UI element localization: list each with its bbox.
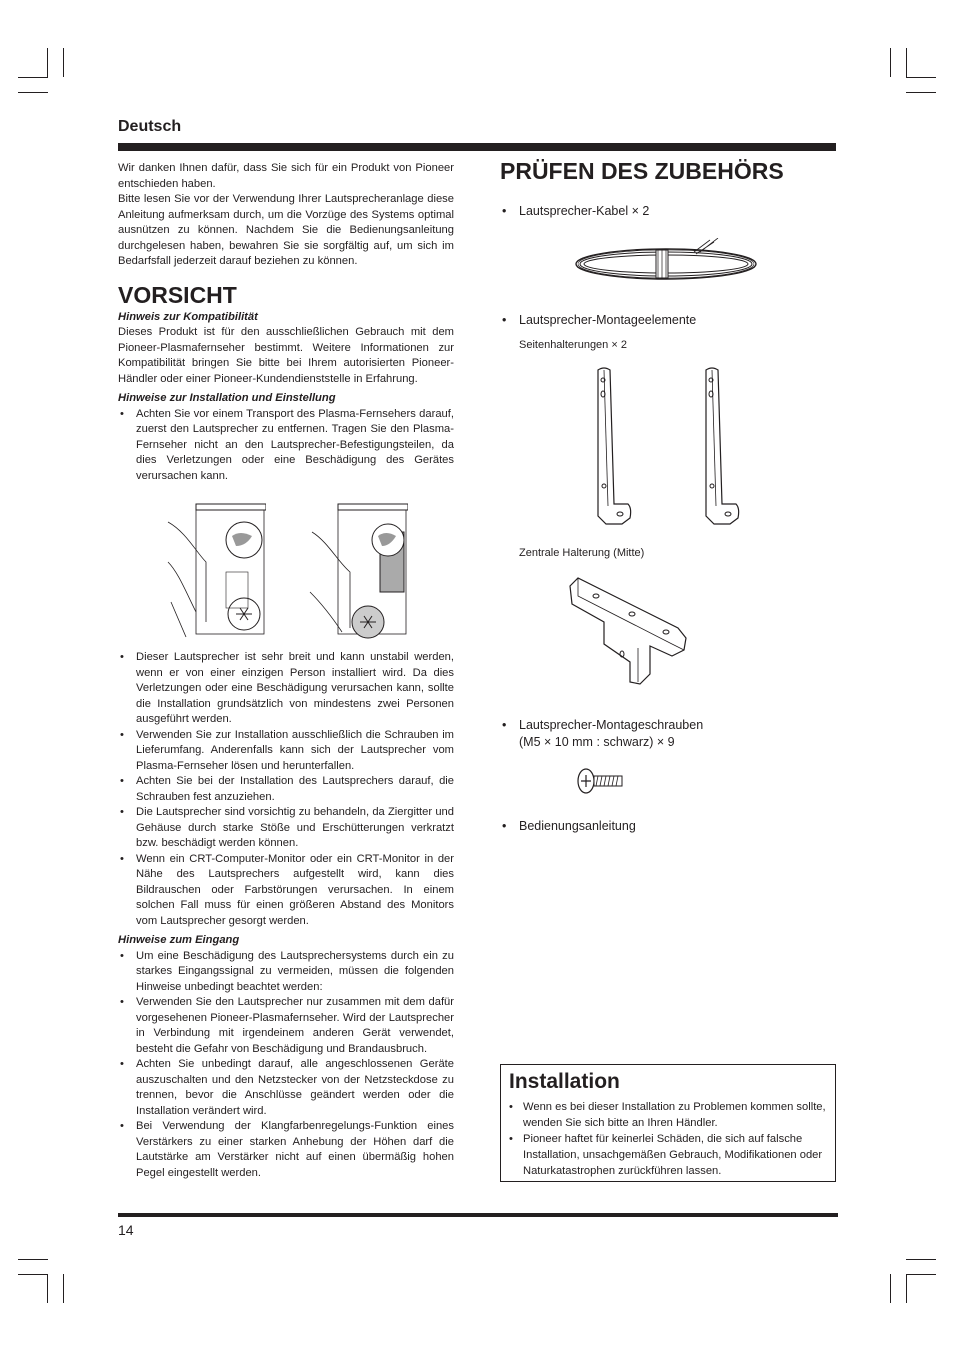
crop-mark [906, 92, 936, 93]
footer-rule [118, 1213, 838, 1217]
center-bracket-illustration [566, 574, 690, 686]
install-notes-list-b [118, 650, 454, 929]
accessories-heading: PRÜFEN DES ZUBEHÖRS [500, 158, 784, 184]
side-bracket-illustration [702, 366, 742, 526]
bullet: • [502, 313, 507, 327]
installation-list [501, 1099, 835, 1179]
bullet: • [502, 819, 507, 833]
page-number: 14 [118, 1222, 134, 1238]
list-item: • Verwenden Sie zur Installation ausschließlich die Schrauben im Lieferumfang. Anderenfalls kann sich der Lautsprecher vom Plasma-Fernseher lösen und herunterfallen. [118, 728, 454, 775]
list-item: • Bei Verwendung der Klangfarbenregelungs-Funktion eines Verstärkers zu einer starken Anhebung der Höhen darf die Lautstärke am Verstärker nicht auf einen übermäßig hohen Pegel eingestellt werden. [118, 1119, 454, 1181]
left-column [118, 161, 454, 1181]
compat-text: Dieses Produkt ist für den ausschließlichen Gebrauch mit dem Pioneer-Plasmafernseher bestimmt. Weitere Informationen zur Kompatibilität bringen Sie bitte bei Ihrem autorisierten Pioneer-Händler oder einer Pioneer-Kundendienststelle in Erfahrung. [118, 326, 454, 385]
carry-illustrations [118, 492, 454, 642]
intro-paragraph: Wir danken Ihnen dafür, dass Sie sich für ein Produkt von Pioneer entschieden haben. [118, 162, 454, 190]
intro-paragraph: Bitte lesen Sie vor der Verwendung Ihrer Lautsprecheranlage diese Anleitung aufmerksam durch, um die Vorzüge des Systems optimal ausnützen zu können. Nachdem Sie die Bedienungsanleitung durchgelesen haben, bewahren Sie sie sorgfältig auf, um sich im Bedarfsfall jederzeit darauf beziehen zu können. [118, 193, 454, 267]
installation-heading: Installation [509, 1070, 620, 1093]
accessory-screws-label: Lautsprecher-Montageschrauben [519, 718, 704, 732]
input-notes-list [118, 949, 454, 1182]
crop-mark [890, 1274, 891, 1303]
list-item: • Achten Sie bei der Installation des Lautsprechers darauf, die Schrauben fest anzuziehen. [118, 774, 454, 805]
input-notes-heading: Hinweise zum Eingang [118, 934, 240, 946]
crop-mark [47, 48, 48, 77]
crop-mark [18, 77, 48, 78]
list-item: • Achten Sie unbedingt darauf, alle angeschlossenen Geräte auszuschalten und den Netzstecker von der Netzsteckdose zu trennen, bevor die Anschlüsse geändert werden oder die Installation verändert wird. [118, 1057, 454, 1119]
bullet: • [502, 204, 507, 218]
compat-heading: Hinweis zur Kompatibilität [118, 310, 258, 323]
crop-mark [906, 1259, 936, 1260]
accessory-screws-spec: (M5 × 10 mm : schwarz) × 9 [519, 735, 675, 749]
side-bracket-illustration [594, 366, 634, 526]
crop-mark [906, 77, 936, 78]
crop-mark [63, 48, 64, 77]
language-label: Deutsch [118, 118, 182, 135]
list-item: • Um eine Beschädigung des Lautsprechersystems durch ein zu starkes Eingangssignal zu vermeiden, müssen die folgenden Hinweise unbedingt beachtet werden: [118, 949, 454, 996]
center-bracket-label: Zentrale Halterung (Mitte) [519, 547, 645, 559]
list-item: • Wenn ein CRT-Computer-Monitor oder ein CRT-Monitor in der Nähe des Lautsprechers aufgestellt wird, kann dies Bildrauschen oder Farbstörungen verursachen. In einem solchen Fall muss für einen größeren Abstand des Monitors vom Lautsprecher gesorgt werden. [118, 852, 454, 930]
accessory-manual-label: Bedienungsanleitung [519, 819, 636, 833]
list-item: • Verwenden Sie den Lautsprecher nur zusammen mit dem dafür vorgesehenen Pioneer-Plasmafernseher. Wird der Lautsprecher in Verbindung mit irgendeinem anderen Gerät verwendet, besteht die Gefahr von Beschädigung und Brandausbruch. [118, 995, 454, 1057]
crop-mark [890, 48, 891, 77]
speaker-cable-illustration [574, 238, 770, 286]
screw-illustration [576, 766, 626, 796]
bullet: • [502, 718, 507, 732]
right-column [500, 156, 836, 716]
crop-mark [63, 1274, 64, 1303]
vorsicht-heading: VORSICHT [118, 281, 237, 308]
crop-mark [18, 92, 48, 93]
install-notes-list-a [118, 407, 454, 485]
carry-illustration-right [308, 502, 408, 640]
installation-box [500, 1064, 836, 1182]
list-item: • Die Lautsprecher sind vorsichtig zu behandeln, da Ziergitter und Gehäuse durch starke Stöße und Erschütterungen verkratzt bzw. beschädigt werden können. [118, 805, 454, 852]
carry-illustration-left [166, 502, 266, 640]
accessory-mounts-label: Lautsprecher-Montageelemente [519, 313, 697, 327]
list-item: • Wenn es bei dieser Installation zu Problemen kommen sollte, wenden Sie sich bitte an Ihren Händler. [509, 1099, 827, 1131]
crop-mark [906, 1274, 907, 1303]
accessory-cable-label: Lautsprecher-Kabel × 2 [519, 204, 650, 218]
crop-mark [906, 1274, 936, 1275]
crop-mark [47, 1274, 48, 1303]
crop-mark [906, 48, 907, 77]
list-item: • Pioneer haftet für keinerlei Schäden, die sich auf falsche Installation, unsachgemäßen Gebrauch, Modifikationen oder Naturkatastrophen zurückführen lassen. [509, 1131, 827, 1179]
side-brackets-label: Seitenhalterungen × 2 [519, 339, 627, 351]
list-item: • Dieser Lautsprecher ist sehr breit und kann unstabil werden, wenn er von einer einzigen Person installiert wird. Da dies Verletzungen oder eine Beschädigung verursachen kann, sollte die Installation grundsätzlich von mindestens zwei Personen ausgeführt werden. [118, 650, 454, 728]
header-rule [118, 143, 836, 151]
crop-mark [18, 1274, 48, 1275]
crop-mark [18, 1259, 48, 1260]
install-notes-heading: Hinweise zur Installation und Einstellung [118, 392, 336, 404]
list-item: • Achten Sie vor einem Transport des Plasma-Fernsehers darauf, zuerst den Lautsprecher zu entfernen. Tragen Sie den Plasma-Fernseher nicht an den Lautsprecher-Befestigungsteilen, da dies Verletzungen oder eine Beschädigung des Gerätes verursachen kann. [118, 407, 454, 485]
